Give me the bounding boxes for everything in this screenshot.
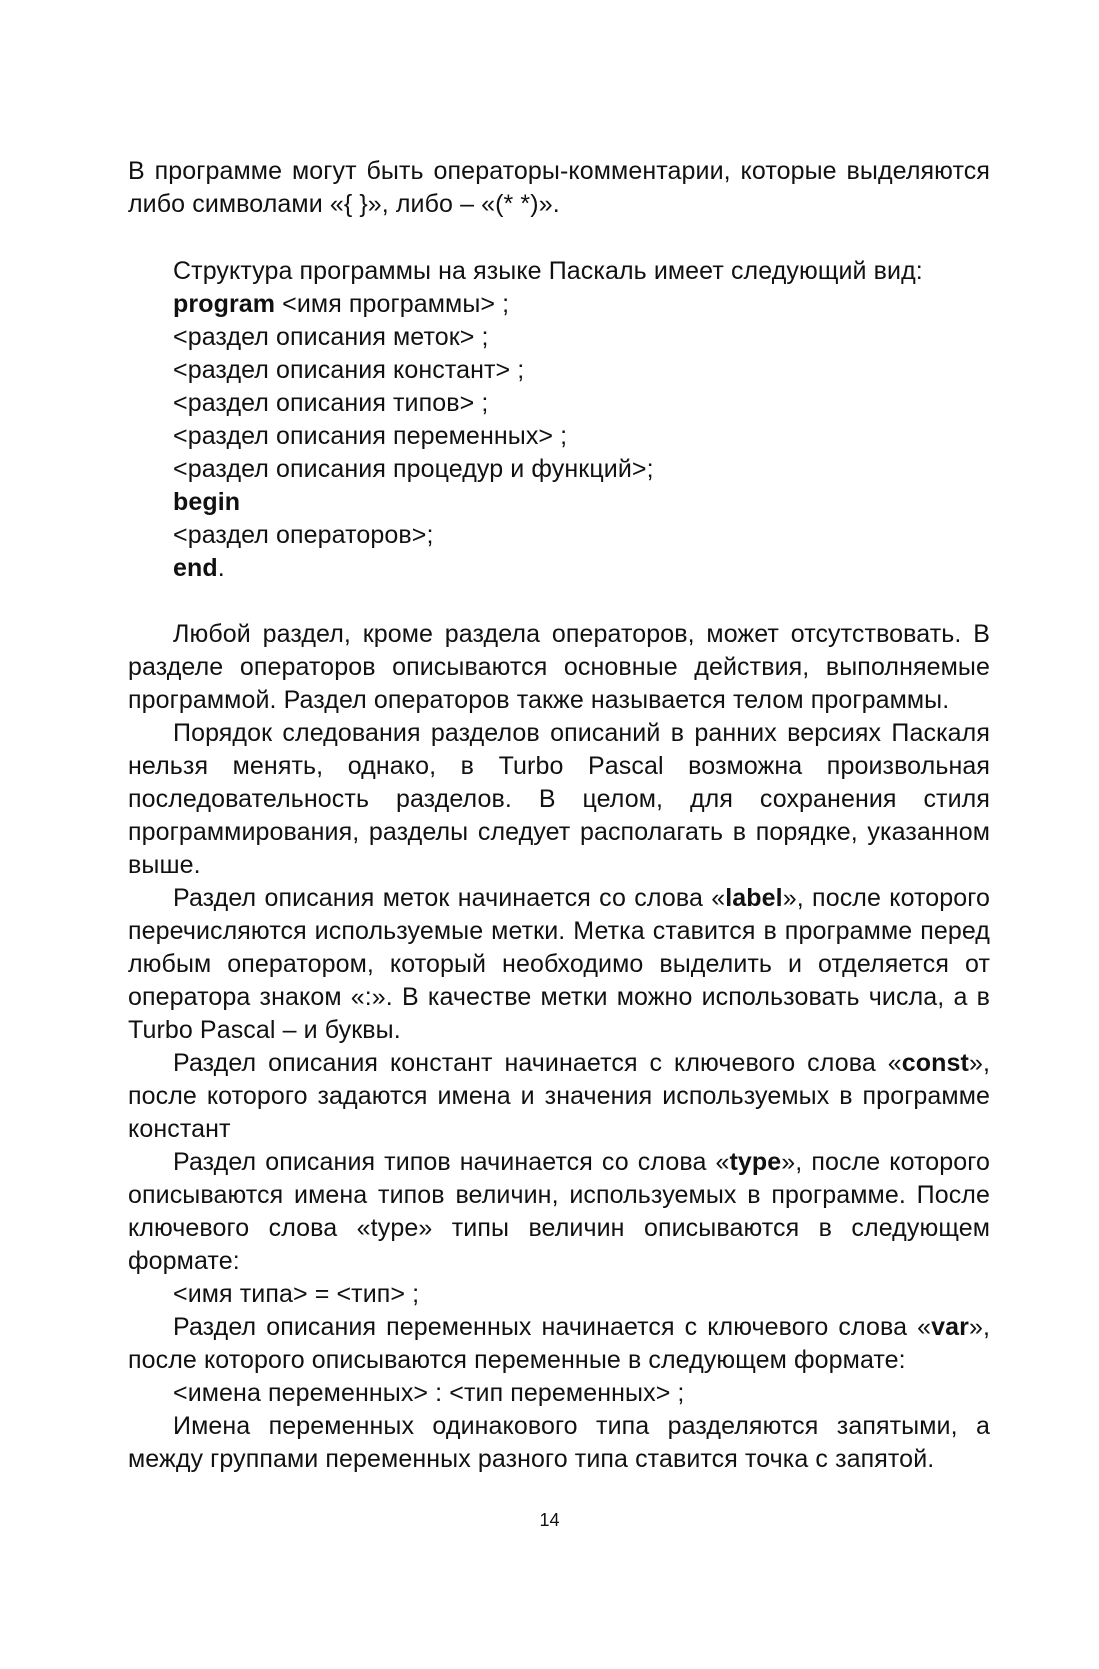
paragraph-var-separators: Имена переменных одинакового типа разделяются запятыми, а между группами переменных разного типа ставится точка с запятой. (128, 1412, 990, 1473)
structure-vars-line: <раздел описания переменных> ; (173, 422, 568, 450)
structure-end-line (128, 552, 990, 585)
const-text-after: », после которого задаются имена и значения используемых в программе констант (128, 1049, 990, 1143)
paragraph-const-section (128, 1047, 990, 1146)
structure-labels-line: <раздел описания меток> ; (173, 323, 489, 351)
var-text-after: », после которого описываются переменные в следующем формате: (128, 1313, 990, 1374)
program-keyword: program (173, 290, 276, 318)
type-keyword: type (729, 1148, 782, 1176)
const-text-before: Раздел описания констант начинается с ключевого слова « (173, 1049, 902, 1077)
description-block (128, 618, 990, 1476)
var-text-before: Раздел описания переменных начинается с ключевого слова « (173, 1313, 932, 1341)
intro-block (128, 155, 990, 221)
end-keyword: end (173, 554, 218, 582)
structure-types-line: <раздел описания типов> ; (173, 389, 489, 417)
label-text-after: », после которого перечисляются используемые метки. Метка ставится в программе перед любым оператором, который необходимо выделить и отделяется от оператора знаком «:». В качестве метки можно использовать числа, а в Turbo Pascal – и буквы. (128, 884, 990, 1044)
paragraph-type-section (128, 1146, 990, 1278)
var-keyword: var (931, 1313, 969, 1341)
label-keyword: label (725, 884, 783, 912)
structure-consts-line: <раздел описания констант> ; (173, 356, 525, 384)
const-keyword: const (901, 1049, 969, 1077)
paragraph-var-section (128, 1311, 990, 1377)
intro-paragraph: В программе могут быть операторы-комментарии, которые выделяются либо символами «{ }», либо – «(* *)». (128, 157, 990, 218)
type-text-after: », после которого описываются имена типов величин, используемых в программе. После ключевого слова «type» типы величин описываются в следующем формате: (128, 1148, 990, 1275)
type-text-before: Раздел описания типов начинается со слова « (173, 1148, 730, 1176)
type-format-line: <имя типа> = <тип> ; (173, 1280, 420, 1308)
structure-ops-line: <раздел операторов>; (173, 521, 434, 549)
end-dot: . (217, 554, 225, 582)
program-name-placeholder: <имя программы> ; (275, 290, 510, 318)
structure-program-line (128, 288, 990, 321)
var-format-line: <имена переменных> : <тип переменных> ; (173, 1379, 685, 1407)
structure-heading: Структура программы на языке Паскаль имеет следующий вид: (173, 257, 923, 285)
label-text-before: Раздел описания меток начинается со слова « (173, 884, 726, 912)
program-structure-block (128, 255, 990, 585)
structure-begin-line: begin (173, 488, 241, 516)
paragraph-sections-optional: Любой раздел, кроме раздела операторов, может отсутствовать. В разделе операторов описываются основные действия, выполняемые программой. Раздел операторов также называется телом программы. (128, 620, 990, 714)
paragraph-label-section (128, 882, 990, 1047)
paragraph-section-order: Порядок следования разделов описаний в ранних версиях Паскаля нельзя менять, однако, в Turbo Pascal возможна произвольная последовательность разделов. В целом, для сохранения стиля программирования, разделы следует располагать в порядке, указанном выше. (128, 719, 990, 879)
page-number: 14 (539, 1510, 560, 1530)
structure-procs-line: <раздел описания процедур и функций>; (173, 455, 654, 483)
